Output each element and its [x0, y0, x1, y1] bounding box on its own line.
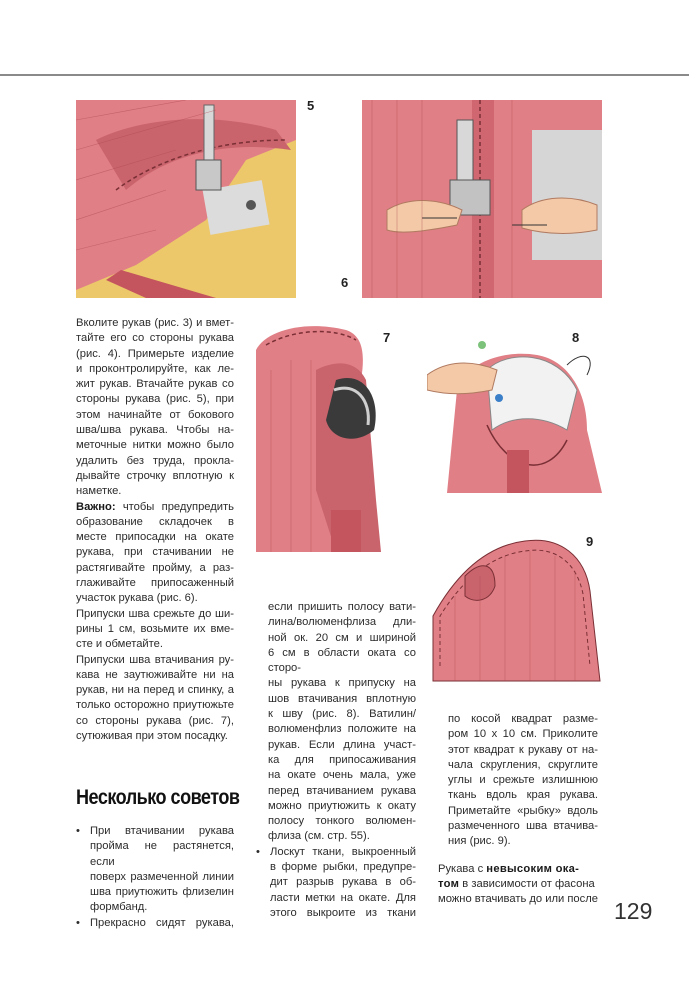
figure-6-number: 6: [341, 275, 349, 290]
figure-5-number: 5: [307, 98, 315, 113]
text-line: этого выкроите из ткани: [270, 906, 416, 919]
text-line: дывайте строчку вплотную к: [76, 469, 234, 482]
text-line: 6 см в области оката со сторо-: [268, 646, 416, 675]
figure-6-sewing-with-hands-illustration: [362, 100, 602, 298]
text-line: рукав, ни на перед и спинку, а: [76, 684, 234, 697]
column-2-text: [256, 600, 416, 921]
list-item: [256, 845, 416, 921]
text-line: наметке.: [76, 485, 122, 498]
text-line: сутюживая при этом посадку.: [76, 730, 228, 743]
column-3-text: [438, 712, 598, 908]
list-item: [76, 916, 234, 931]
para-low-cap: [438, 862, 598, 908]
figure-5-sewing-sleeve-illustration: [76, 100, 296, 298]
bold-term: том: [438, 877, 460, 890]
text-line: к шву (рис. 8). Ватилин/: [268, 708, 416, 721]
text-line: При втачивании рукава: [90, 825, 234, 837]
figure-9-sleeve-pattern-illustration: [425, 516, 607, 691]
para-seam-allowance: [76, 607, 234, 653]
text-line: ной ок. 20 см и шириной: [268, 631, 416, 644]
text-line: Припуски шва втачивания ру-: [76, 653, 234, 666]
text-line: тайте его со стороны рукава: [76, 332, 234, 345]
text-line: чтобы предупредить: [115, 500, 234, 513]
text-line: можно втачивать до или после: [438, 893, 598, 906]
para-fish-patch: [438, 712, 598, 850]
text-line: этом начинайте от бокового: [76, 408, 234, 421]
text-line: ласти метки на окате. Для: [270, 891, 416, 904]
text-line: кава не заутюживайте ни на: [76, 668, 234, 681]
text-line: образование складочек в: [76, 515, 234, 528]
text-line: если пришить полосу вати-: [268, 601, 416, 613]
text-line: участок рукава (рис. 6).: [76, 592, 198, 605]
text-line: сте и обметайте.: [76, 638, 164, 651]
text-line: на окате очень мала, уже: [268, 769, 416, 782]
text-line: удалить без труда, прокла-: [76, 454, 234, 467]
text-line: пройма не растянется, если: [90, 840, 234, 868]
text-line: и проконтролируйте, как ле-: [76, 362, 234, 375]
bullet-icon: •: [76, 916, 80, 929]
bullet-icon: •: [76, 825, 80, 837]
tips-list: [76, 824, 234, 931]
text-line: растягивайте пройму, а раз-: [76, 561, 234, 574]
text-line: шва/шва рукава. Чтобы на-: [76, 424, 234, 437]
text-line: рукава, при стачивании не: [76, 546, 234, 559]
important-label: Важно:: [76, 500, 116, 513]
text-line: ния (рис. 9).: [448, 835, 511, 848]
text-line: полосу тонкого волюмен-: [268, 815, 416, 828]
text-line: со стороны рукава (рис. 7),: [76, 714, 234, 727]
text-line: поверх размеченной линии: [90, 870, 234, 883]
text-line: только осторожно приутюжьте: [76, 699, 234, 712]
text-line: шва приутюжить флизелин: [90, 886, 234, 899]
page-number: 129: [614, 898, 653, 924]
figure-9-number: 9: [586, 534, 594, 549]
text-line: волюменфлиз положите на: [268, 723, 416, 736]
text-line: размеченного шва втачива-: [448, 820, 598, 833]
text-line: месте припосадки на окате: [76, 531, 234, 544]
text-line: чала скругления, скруглите: [448, 758, 598, 771]
figure-8-wadding-strip-illustration: [427, 330, 602, 493]
figure-7-number: 7: [383, 330, 391, 345]
text-line: Лоскут ткани, выкроенный: [270, 845, 416, 858]
para-sleeve-instructions: [76, 316, 234, 500]
text-segment: Рукава с: [438, 862, 487, 875]
bullet-icon: •: [256, 845, 260, 858]
text-line: Прекрасно сидят рукава,: [90, 916, 234, 929]
para-important: [76, 500, 234, 607]
text-line: ка для припосаживания: [268, 753, 416, 766]
para-pressing: [76, 653, 234, 745]
text-line: Припуски шва срежьте до ши-: [76, 607, 234, 620]
text-line: ром 10 х 10 см. Приколите: [448, 728, 598, 741]
text-line: в форме рыбки, предупре-: [270, 861, 416, 874]
column-1-text: [76, 316, 234, 744]
text-line: Вколите рукав (рис. 3) и вмет-: [76, 317, 234, 329]
section-heading: Несколько советов: [76, 786, 240, 809]
text-line: ткань вдоль края рукава.: [448, 789, 598, 802]
text-line: глаживайте припосаженный: [76, 577, 234, 590]
figure-7-pressing-sleeve-illustration: [256, 320, 386, 552]
text-line: дит разрыв рукава в об-: [270, 876, 416, 889]
text-line: перед втачиванием рукава: [268, 784, 416, 797]
text-line: можно приутюжить к окату: [268, 799, 416, 812]
text-line: флиза (см. стр. 55).: [268, 830, 370, 843]
top-rule: [0, 74, 689, 76]
text-line: ны рукава к припуску на: [268, 677, 416, 690]
text-line: этот квадрат к рукаву от на-: [448, 743, 598, 756]
text-line: углы и срежьте излишнюю: [448, 774, 598, 787]
text-line: меточные нитки можно было: [76, 439, 234, 452]
text-line: стороны рукава (рис. 5), при: [76, 393, 234, 406]
text-segment: в зависимости от фасона: [459, 877, 595, 890]
text-line: шов втачивания вплотную: [268, 692, 416, 705]
bold-term: невысоким ока-: [486, 862, 580, 875]
text-line: формбанд.: [90, 901, 148, 914]
text-line: Приметайте «рыбку» вдоль: [448, 804, 598, 817]
list-item: [76, 824, 234, 916]
text-line: рины 1 см, возьмите их вме-: [76, 622, 234, 635]
text-line: (рис. 4). Примерьте изделие: [76, 347, 234, 360]
text-line: лина/волюменфлиза дли-: [268, 616, 416, 629]
text-line: жит рукав. Втачайте рукав со: [76, 378, 234, 391]
para-wadding: [256, 600, 416, 845]
text-line: по косой квадрат разме-: [448, 713, 598, 725]
text-line: рукав. Если длина участ-: [268, 738, 416, 751]
figure-8-number: 8: [572, 330, 580, 345]
